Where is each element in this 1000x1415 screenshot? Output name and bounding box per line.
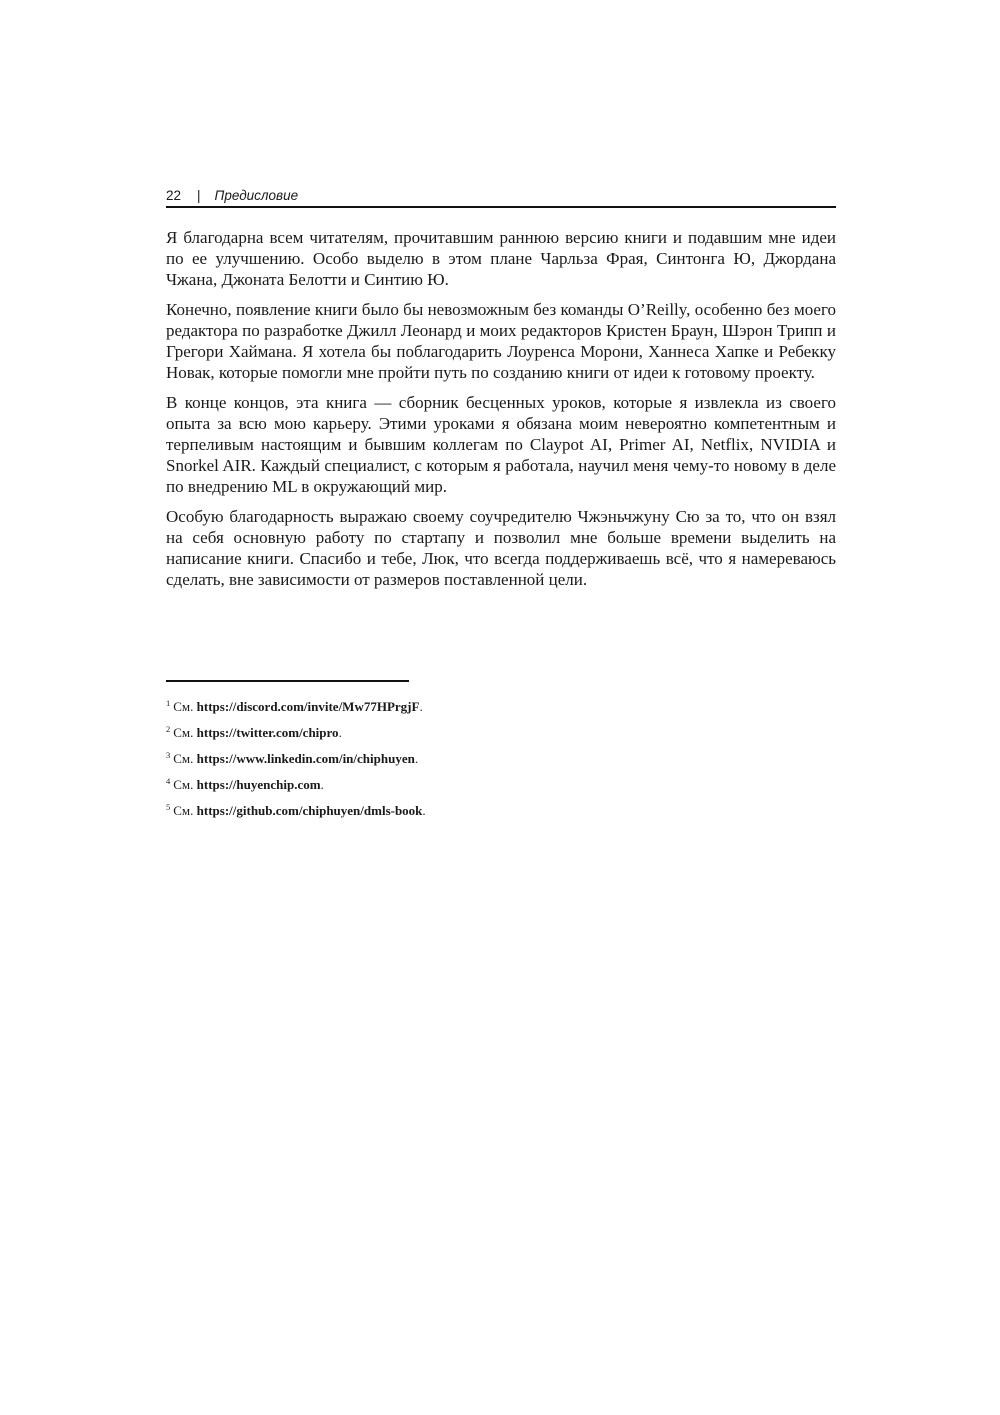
paragraph: Конечно, появление книги было бы невозможным без команды O’Reilly, особенно без моего редактора по разработке Джилл Леонард и моих редакторов Кристен Браун, Шэрон Трипп и Грегори Хаймана. Я хотела бы поблагодарить Лоуренса Морони, Ханнеса Хапке и Ребекку Новак, которые помогли мне пройти путь по созданию книги от идеи к готовому проекту. (166, 300, 836, 382)
footnote-link[interactable]: https://twitter.com/chipro (196, 725, 339, 740)
footnote-number: 4 (166, 776, 171, 786)
footnote (166, 718, 836, 744)
footnote-number: 5 (166, 802, 171, 812)
paragraph: Особую благодарность выражаю своему соучредителю Чжэньчжуну Сю за то, что он взял на себя основную работу по стартапу и позволил мне больше времени выделить на написание книги. Спасибо и тебе, Люк, что всегда поддерживаешь всё, что я намереваюсь сделать, вне зависимости от размеров поставленной цели. (166, 507, 836, 589)
footnote-suffix: . (338, 725, 342, 740)
footnote-prefix: См. (173, 777, 194, 792)
paragraph: В конце концов, эта книга — сборник бесценных уроков, которые я извлекла из своего опыта за всю мою карьеру. Этими уроками я обязана моим невероятно компетентным и терпеливым настоящим и бывшим коллегам по Claypot AI, Primer AI, Netflix, NVIDIA и Snorkel AIR. Каждый специалист, с которым я работала, научил меня чему-то новому в деле по внедрению ML в окружающий мир. (166, 393, 836, 496)
footnote-suffix: . (422, 803, 426, 818)
paragraph: Я благодарна всем читателям, прочитавшим раннюю версию книги и подавшим мне идеи по ее улучшению. Особо выделю в этом плане Чарльза Фрая, Синтонга Ю, Джордана Чжана, Джоната Белотти и Синтию Ю. (166, 228, 836, 289)
footnote-prefix: См. (173, 699, 194, 714)
header-separator: | (197, 188, 201, 203)
footnote (166, 744, 836, 770)
footnote-link[interactable]: https://discord.com/invite/Mw77HPrgjF (196, 699, 420, 714)
footnote-link[interactable]: https://github.com/chiphuyen/dmls-book (196, 803, 423, 818)
footnote-prefix: См. (173, 751, 194, 766)
footnote-number: 3 (166, 750, 171, 760)
footnote-prefix: См. (173, 803, 194, 818)
footnote-link[interactable]: https://huyenchip.com (196, 777, 321, 792)
section-title: Предисловие (214, 188, 299, 203)
footnote-suffix: . (320, 777, 324, 792)
footnote (166, 796, 836, 822)
page-number: 22 (166, 188, 182, 203)
footnote (166, 770, 836, 796)
footnote-suffix: . (414, 751, 419, 766)
footnote (166, 692, 836, 718)
footnote-number: 2 (166, 724, 171, 734)
main-text (166, 227, 836, 599)
footnote-prefix: См. (173, 725, 194, 740)
footnote-link[interactable]: https://www.linkedin.com/in/chiphuyen (196, 751, 415, 766)
running-header (166, 186, 836, 208)
footnote-number: 1 (166, 698, 171, 708)
footnotes (166, 692, 836, 822)
footnote-suffix: . (419, 699, 423, 714)
footnote-divider (166, 680, 409, 682)
